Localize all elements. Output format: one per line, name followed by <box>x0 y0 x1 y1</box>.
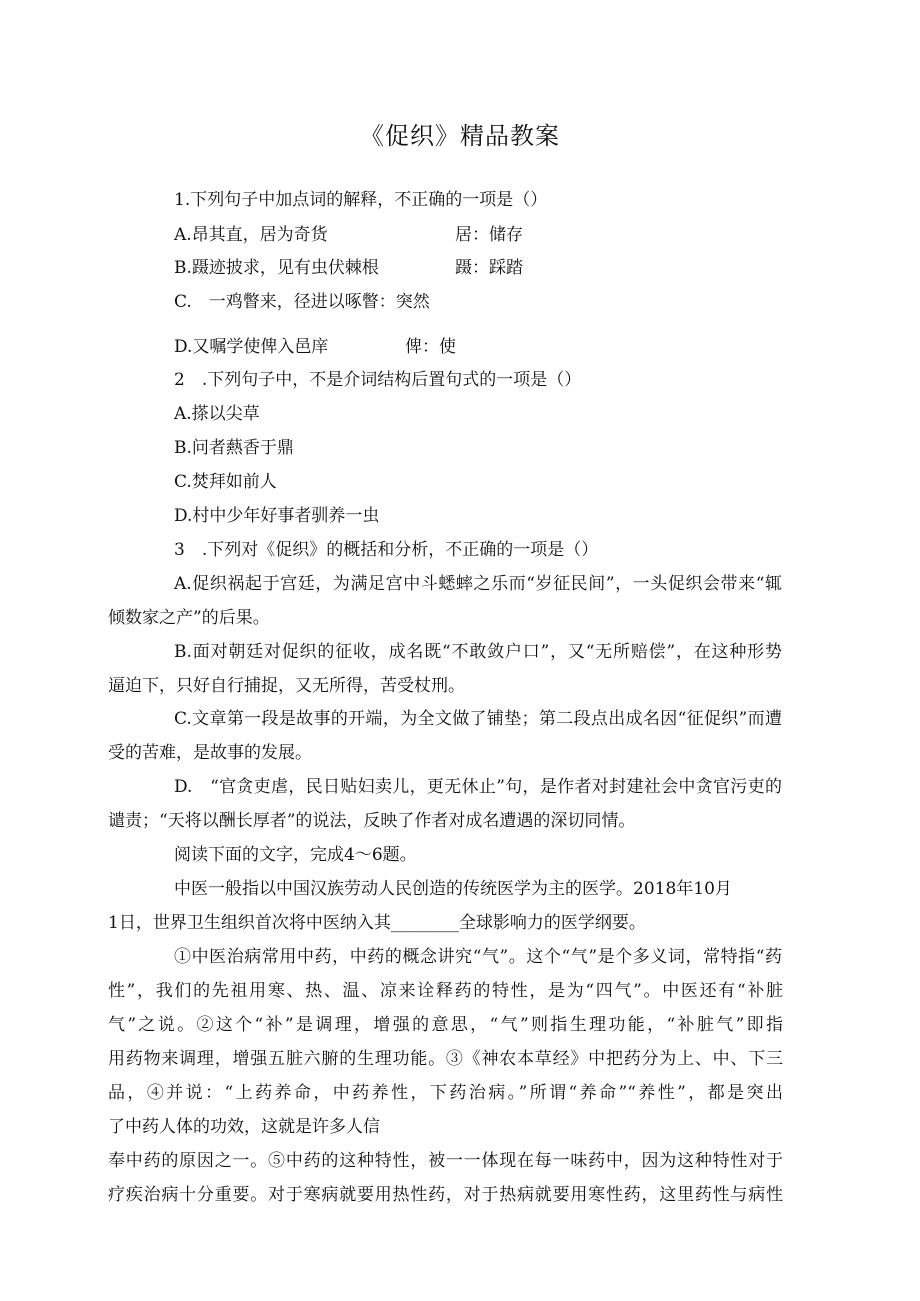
question-1-option-d-gloss: 俾：使 <box>405 337 456 357</box>
question-3-option-c-line-2: 受的苦难，是故事的发展。 <box>108 743 312 763</box>
question-2-option-c: C.焚拜如前人 <box>174 472 277 492</box>
passage-paragraph-2-line-4: 用药物来调理，增强五脏六腑的生理功能。③《神农本草经》中把药分为上、中、下三 <box>108 1049 783 1069</box>
question-3-option-b-line-1: B.面对朝廷对促织的征收，成名既“不敢敛户口”，又“无所赔偿”，在这种形势 <box>174 642 782 662</box>
question-3-option-b-line-2: 逼迫下，只好自行捕捉，又无所得，苦受杖刑。 <box>108 676 465 696</box>
document-title: 《促织》精品教案 <box>360 122 560 150</box>
question-2-option-d: D.村中少年好事者驯养一虫 <box>174 506 380 526</box>
question-1-option-a-gloss: 居：储存 <box>455 225 523 245</box>
question-2-option-b: B.问者爇香于鼎 <box>174 438 294 458</box>
question-1-option-b: B.蹑迹披求，见有虫伏棘根 <box>174 258 379 278</box>
question-3-option-a-line-2: 倾数家之产”的后果。 <box>108 608 270 628</box>
question-1-option-d: D.又嘱学使俾入邑庠 <box>174 337 329 357</box>
passage-paragraph-2-line-1: ①中医治病常用中药，中药的概念讲究“气”。这个“气”是个多义词，常特指“药 <box>174 947 782 967</box>
passage-paragraph-2-line-8: 疗疾治病十分重要。对于寒病就要用热性药，对于热病就要用寒性药，这里药性与病性 <box>108 1185 783 1205</box>
question-1-option-c: C. 一鸡瞥来，径进以啄瞥：突然 <box>174 292 430 312</box>
question-2-stem: 2 .下列句子中，不是介词结构后置句式的一项是（） <box>174 370 582 390</box>
question-3-option-c-line-1: C.文章第一段是故事的开端，为全文做了铺垫；第二段点出成名因“征促织”而遭 <box>174 709 782 729</box>
passage-paragraph-1-line-1: 中医一般指以中国汉族劳动人民创造的传统医学为主的医学。2018年10月 <box>174 879 732 899</box>
question-2-option-a: A.搽以尖草 <box>174 404 260 424</box>
passage-paragraph-1-line-2: 1日，世界卫生组织首次将中医纳入其________全球影响力的医学纲要。 <box>108 913 646 933</box>
question-3-option-a-line-1: A.促织祸起于宫廷，为满足宫中斗蟋蟀之乐而“岁征民间”，一头促织会带来“辄 <box>174 574 782 594</box>
reading-instruction: 阅读下面的文字，完成4～6题。 <box>174 845 417 865</box>
question-1-option-a: A.昂其直，居为奇货 <box>174 225 328 245</box>
passage-paragraph-2-line-5: 品，④并说：“上药养命，中药养性，下药治病。”所谓“养命”“养性”，都是突出 <box>108 1083 783 1103</box>
question-3-stem: 3 .下列对《促织》的概括和分析，不正确的一项是（） <box>174 540 599 560</box>
question-3-option-d-line-1: D. “官贪吏虐，民日贴妇卖儿，更无休止”句，是作者对封建社会中贪官污吏的 <box>174 777 782 797</box>
passage-paragraph-2-line-7: 奉中药的原因之一。⑤中药的这种特性，被一一体现在每一味药中，因为这种特性对于 <box>108 1151 783 1171</box>
question-1-stem: 1.下列句子中加点词的解释，不正确的一项是（） <box>174 190 548 210</box>
passage-paragraph-2-line-6: 了中药人体的功效，这就是许多人信 <box>108 1117 380 1137</box>
question-3-option-d-line-2: 谴责；“天将以酬长厚者”的说法，反映了作者对成名遭遇的深切同情。 <box>108 811 636 831</box>
passage-paragraph-2-line-3: 气”之说。②这个“补”是调理，增强的意思，“气”则指生理功能，“补脏气”即指 <box>108 1015 783 1035</box>
passage-paragraph-2-line-2: 性”，我们的先祖用寒、热、温、凉来诠释药的特性，是为“四气”。中医还有“补脏 <box>108 981 783 1001</box>
question-1-option-b-gloss: 蹑：踩踏 <box>455 258 523 278</box>
